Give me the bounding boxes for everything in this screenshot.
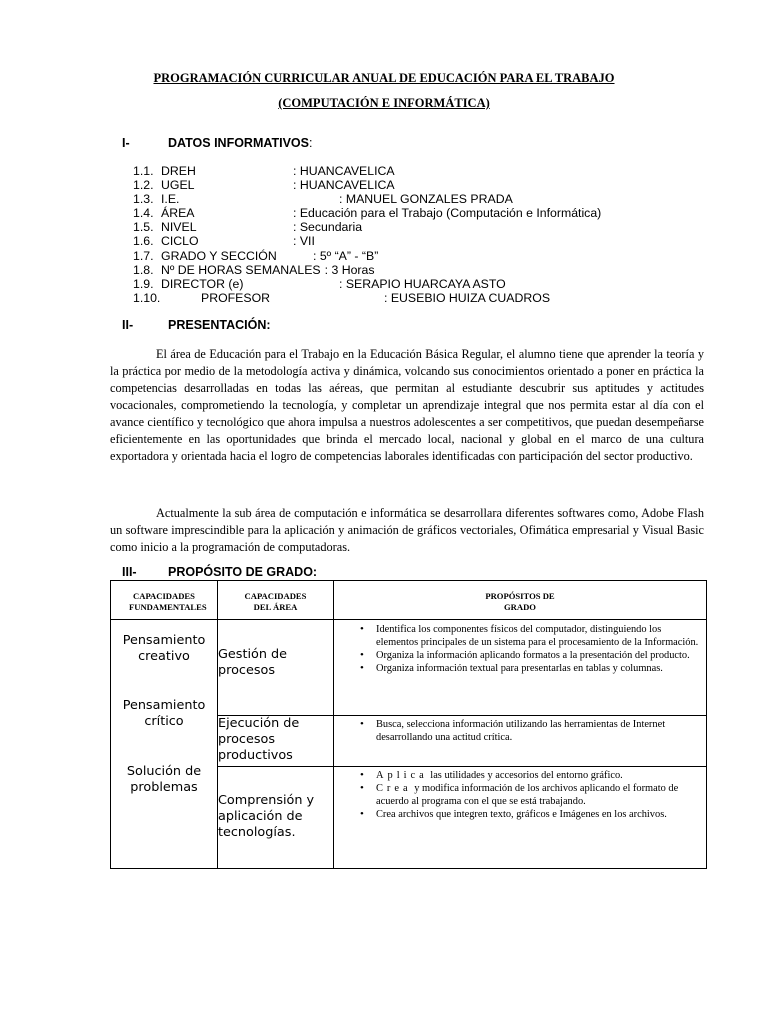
header-cell: PROPÓSITOS DE GRADO — [334, 581, 707, 620]
info-row: 1.4. ÁREA : Educación para el Trabajo (Computación e Informática) — [133, 206, 602, 221]
purpose-table — [110, 580, 707, 869]
presentation-paragraph-2: Actualmente la sub área de computación e informática se desarrollara diferentes softwares como, Adobe Flash un software imprescindible para la aplicación y animación de gráficos vectoriales, Ofimática empresarial y Visual Basic como inicio a la programación de computadoras. — [110, 506, 704, 554]
propositos-cell — [334, 716, 707, 767]
info-row: 1.8. Nº DE HORAS SEMANALES : 3 Horas — [133, 262, 375, 277]
table-row — [111, 620, 707, 716]
section-number: II- — [122, 318, 134, 332]
doc-title-line1: PROGRAMACIÓN CURRICULAR ANUAL DE EDUCACIÓN PARA EL TRABAJO — [153, 71, 615, 85]
section-proposito — [122, 565, 317, 579]
table-header-row — [111, 581, 707, 620]
list-item: • Crea archivos que integren texto, gráficos e Imágenes en los archivos. — [376, 808, 702, 821]
capacidades-fundamentales-cell: Pensamiento creativo Pensamiento crítico Solución de problemas — [111, 620, 218, 869]
info-row: 1.5. NIVEL : Secundaria — [133, 220, 363, 235]
list-item: • Organiza información textual para presentarlas en tablas y columnas. — [376, 662, 702, 675]
list-item: • Busca, selecciona información utilizando las herramientas de Internet desarrollando una actitud crítica. — [376, 718, 702, 744]
section-colon: : — [308, 136, 313, 150]
section-title: PROPÓSITO DE GRADO: — [168, 565, 318, 579]
capacidad-area-cell: Ejecución de procesos productivos — [218, 716, 334, 767]
info-row: 1.7. GRADO Y SECCIÓN : 5º “A” - “B” — [133, 248, 379, 263]
presentation-paragraph-1: El área de Educación para el Trabajo en la Educación Básica Regular, el alumno tiene que aprender la teoría y la práctica por medio de la metodología activa y dinámica, volcando sus conocimientos orientado a poner en práctica la competencias desarrolladas en todas las aéreas, que permitan al estudiante descubrir sus aptitudes y actitudes vocacionales, comprometiendo la tecnología, y completar un aprendizaje integral que nos permita estar al día con el avance científico y tecnológico que ahora impulsa a nuestros adolescentes a ser competitivos, que puedan desempeñarse eficientemente en las oportunidades que brinda el mercado local, nacional y global en el marco de una cultura exportadora y orientada hacia el logro de competencias laborales identificadas con participación del sector productivo. — [110, 347, 704, 463]
info-row: 1.6. CICLO : VII — [133, 234, 315, 249]
info-list — [133, 164, 601, 305]
propositos-cell — [334, 767, 707, 869]
section-number: I- — [122, 136, 130, 150]
info-row: 1.10. PROFESOR : EUSEBIO HUIZA CUADROS — [133, 290, 551, 305]
section-title: PRESENTACIÓN: — [168, 318, 271, 332]
list-item: • Crea y modifica información de los archivos aplicando el formato de acuerdo al programa con el que se está trabajando. — [376, 782, 702, 808]
propositos-cell — [334, 620, 707, 716]
info-row: 1.2. UGEL : HUANCAVELICA — [133, 178, 395, 193]
info-row: 1.3. I.E. : MANUEL GONZALES PRADA — [133, 192, 513, 207]
list-item: • Organiza la información aplicando formatos a la presentación del producto. — [376, 649, 702, 662]
doc-title-line2: (COMPUTACIÓN E INFORMÁTICA) — [278, 96, 490, 110]
capacidad-area-cell: Gestión de procesos — [218, 620, 334, 716]
list-item: • Aplica las utilidades y accesorios del entorno gráfico. — [376, 769, 702, 782]
section-datos-informativos — [122, 136, 312, 150]
capacidad-area-cell: Comprensión y aplicación de tecnologías. — [218, 767, 334, 869]
header-cell: CAPACIDADES FUNDAMENTALES — [111, 581, 218, 620]
info-row: 1.9. DIRECTOR (e) : SERAPIO HUARCAYA ASTO — [133, 276, 506, 291]
header-cell: CAPACIDADES DEL ÁREA — [218, 581, 334, 620]
section-presentacion — [122, 318, 271, 332]
info-row: 1.1. DREH : HUANCAVELICA — [133, 164, 395, 178]
section-title: DATOS INFORMATIVOS — [168, 136, 309, 150]
section-number: III- — [122, 565, 137, 579]
list-item: • Identifica los componentes físicos del computador, distinguiendo los elementos principales de un sistema para el procesamiento de la Información. — [376, 623, 702, 649]
